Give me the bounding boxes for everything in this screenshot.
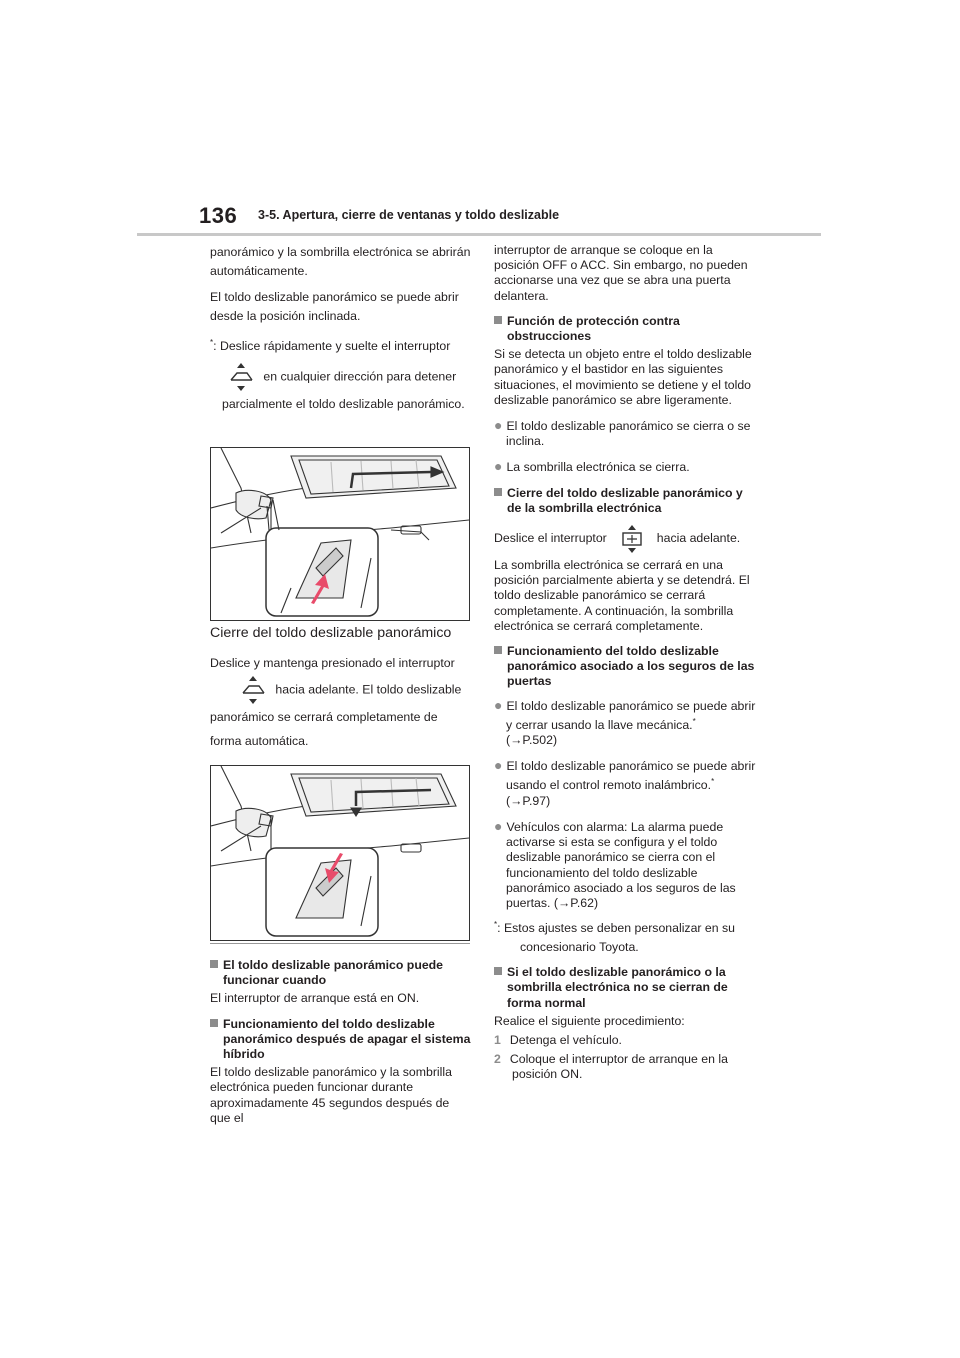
paragraph: La sombrilla electrónica se cerrará en una posición parcialmente abierta y se detendrá. El toldo deslizable panorámico se cerrará completamente. A continuación, la sombrilla electrónica se cerrará completamente. — [494, 558, 750, 633]
heading-text: Cierre del toldo deslizable panorámico y de la sombrilla electrónica — [507, 485, 743, 515]
bullet-text: El toldo deslizable panorámico se puede abrir y cerrar usando la llave mecánica. — [506, 698, 756, 732]
step-text: Coloque el interruptor de arranque en la posición ON. — [509, 1052, 728, 1082]
sunroof-open-illustration — [210, 447, 470, 621]
heading-text: El toldo deslizable panorámico puede funcionar cuando — [223, 958, 444, 988]
footnote-mark: * — [210, 338, 214, 347]
figure-caption: Cierre del toldo deslizable panorámico — [210, 625, 452, 641]
paragraph: panorámico y la sombrilla electrónica se abrirán automáticamente. — [210, 245, 471, 278]
header-rule — [137, 233, 821, 236]
paragraph — [494, 522, 756, 554]
footnote-text: : Deslice rápidamente y suelte el interruptor — [213, 339, 451, 353]
paragraph — [210, 675, 472, 753]
bullet-item — [494, 459, 756, 475]
bullet-item — [494, 758, 756, 809]
paragraph — [210, 651, 472, 675]
square-bullet-icon — [210, 1019, 218, 1027]
paragraph-text: hacia adelante. El toldo deslizable panorámico se cerrará completamente de forma automática. — [210, 682, 462, 748]
step-item — [494, 1033, 756, 1048]
left-column — [210, 243, 472, 423]
paragraph: El toldo deslizable panorámico se puede abrir desde la posición inclinada. — [210, 290, 459, 323]
left-column-bottom — [210, 958, 472, 1133]
heading-text: Si el toldo deslizable panorámico o la sombrilla electrónica no se cierran de forma normal — [507, 965, 728, 1010]
step-number: 2 — [494, 1052, 501, 1067]
step-text: Detenga el vehículo. — [509, 1032, 622, 1047]
section-title: 3-5. Apertura, cierre de ventanas y toldo deslizable — [258, 208, 560, 222]
paragraph: El toldo deslizable panorámico y la sombrilla electrónica pueden funcionar durante aproximadamente 45 segundos después de que el — [210, 1065, 452, 1125]
step-number: 1 — [494, 1032, 501, 1047]
left-column-close2 — [210, 675, 472, 760]
bullet-item — [494, 819, 756, 911]
section-heading — [494, 314, 756, 344]
section-heading — [210, 1017, 472, 1063]
square-bullet-icon — [210, 960, 218, 968]
heading-text: Función de protección contra obstrucciones — [507, 313, 680, 344]
bullet-text: El toldo deslizable panorámico se cierra o se inclina. — [506, 419, 751, 449]
square-bullet-icon — [494, 316, 502, 324]
section-heading — [494, 965, 756, 1011]
bullet-dot-icon: ● — [494, 696, 503, 713]
page-reference: (→P.97) — [506, 793, 551, 808]
bullet-dot-icon: ● — [494, 817, 503, 834]
footnote-mark: * — [711, 777, 715, 787]
paragraph-text: Deslice el interruptor — [494, 531, 607, 546]
footnote-mark: * — [494, 920, 498, 930]
footnote-text: : Estos ajustes se deben personalizar en su concesionario Toyota. — [497, 921, 736, 955]
footnote-mark: * — [692, 716, 696, 726]
section-heading — [210, 958, 472, 988]
heading-text: Funcionamiento del toldo deslizable panorámico después de apagar el sistema híbrido — [223, 1016, 471, 1062]
paragraph: interruptor de arranque se coloque en la posición OFF o ACC. Sin embargo, no pueden accionarse una vez que se abra una puerta delantera. — [494, 243, 748, 303]
square-bullet-icon — [494, 646, 502, 654]
bullet-dot-icon: ● — [494, 417, 503, 434]
square-bullet-icon — [494, 488, 502, 496]
heading-text: Funcionamiento del toldo deslizable panorámico asociado a los seguros de las puertas — [507, 644, 755, 689]
step-item — [494, 1052, 756, 1082]
bullet-text: Vehículos con alarma: La alarma puede activarse si esta se configura y el toldo deslizable panorámico se cierra con el funcionamiento del toldo deslizable panorámico asociado a los seguros de las puertas. (→P.62) — [506, 819, 736, 910]
sunshade-switch-icon — [619, 524, 645, 554]
section-heading — [494, 644, 756, 690]
footnote-text-cont: en cualquier dirección para detener parcialmente el toldo deslizable panorámico. — [222, 369, 465, 411]
footnote-continuation — [210, 362, 472, 416]
footnote — [494, 915, 756, 957]
bullet-item — [494, 698, 756, 749]
right-column — [494, 243, 756, 1087]
figure-rule — [210, 943, 470, 944]
left-column-mid — [210, 626, 472, 682]
page-reference: (→P.502) — [506, 733, 558, 748]
paragraph: Realice el siguiente procedimiento: — [494, 1013, 685, 1028]
sunroof-switch-icon — [240, 675, 266, 705]
bullet-text: El toldo deslizable panorámico se puede abrir usando el control remoto inalámbrico. — [506, 759, 756, 793]
footnote — [210, 333, 472, 356]
bullet-dot-icon: ● — [494, 458, 503, 475]
section-heading — [494, 486, 756, 516]
bullet-item — [494, 418, 756, 449]
paragraph-text: Deslice y mantenga presionado el interruptor — [210, 656, 455, 671]
sunroof-close-illustration — [210, 765, 470, 941]
page-number: 136 — [199, 203, 238, 228]
bullet-text: La sombrilla electrónica se cierra. — [506, 460, 690, 475]
paragraph-text: hacia adelante. — [656, 531, 741, 546]
paragraph: El interruptor de arranque está en ON. — [210, 991, 420, 1006]
bullet-dot-icon: ● — [494, 757, 503, 774]
sunroof-switch-icon — [228, 362, 254, 392]
square-bullet-icon — [494, 967, 502, 975]
paragraph: Si se detecta un objeto entre el toldo deslizable panorámico y el bastidor en las siguientes situaciones, el movimiento se detiene y el toldo deslizable panorámico se abre ligeramente. — [494, 347, 752, 407]
